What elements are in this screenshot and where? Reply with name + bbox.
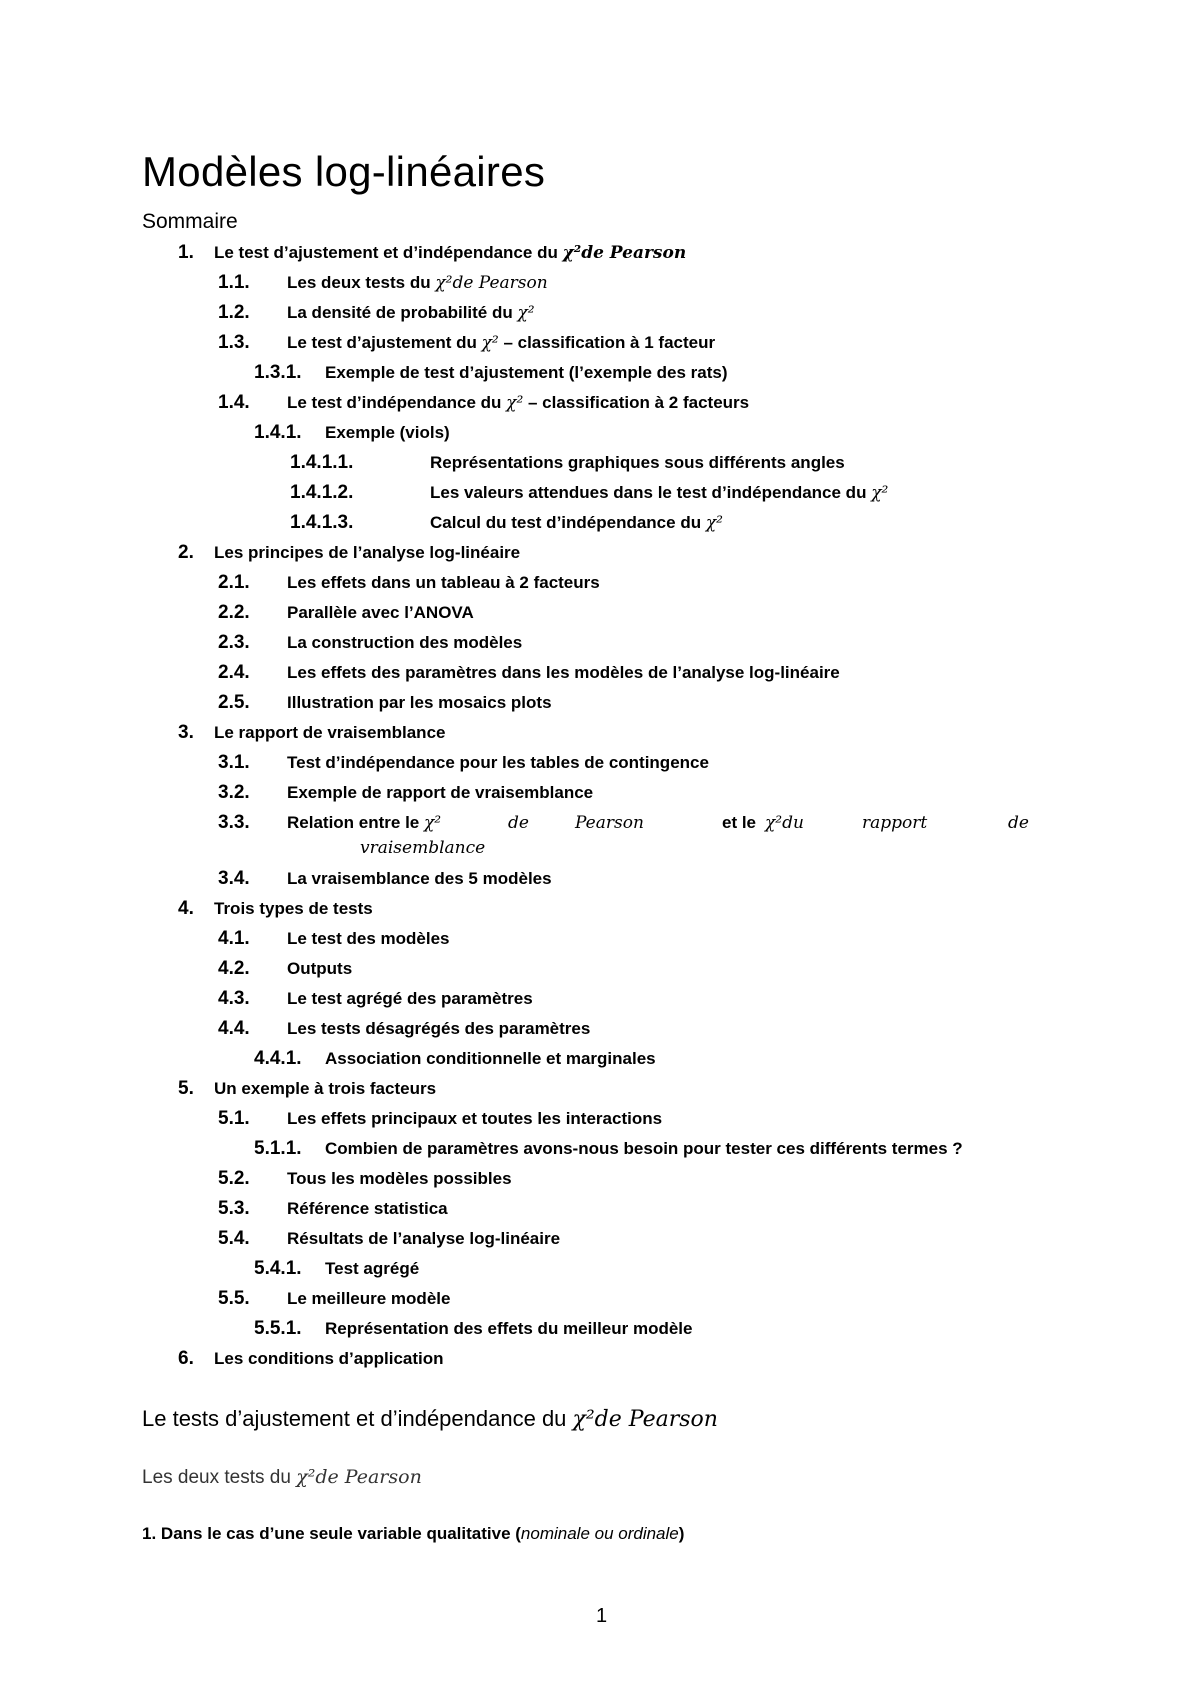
section-heading-text: Le tests d’ajustement et d’indépendance du: [142, 1406, 573, 1431]
toc-item-math: χ²de Pearson: [435, 273, 548, 293]
toc-item[interactable]: [218, 272, 548, 294]
toc-item-number: 1.3.: [218, 332, 250, 353]
toc-item-label: Le test des modèles: [287, 929, 450, 948]
toc-item-label: Référence statistica: [287, 1199, 448, 1218]
list-close: ): [678, 1524, 685, 1543]
toc-item[interactable]: [290, 512, 723, 534]
toc-item-number: 2.5.: [218, 692, 250, 713]
toc-item[interactable]: [178, 242, 687, 264]
toc-item-number: 5.5.1.: [254, 1318, 302, 1339]
toc-item[interactable]: [218, 868, 552, 890]
toc-item-label: Les effets des paramètres dans les modèles de l’analyse log-linéaire: [287, 663, 840, 682]
toc-item-math-part: Pearson: [575, 813, 644, 833]
toc-item-label: Illustration par les mosaics plots: [287, 693, 552, 712]
toc-item[interactable]: [254, 1048, 656, 1070]
toc-item-number: 5.1.: [218, 1108, 250, 1129]
toc-item-label: Les conditions d’application: [214, 1349, 444, 1368]
toc-item-number: 1.4.1.2.: [290, 482, 354, 503]
toc-item-math: χ²: [517, 303, 535, 323]
toc-item-number: 4.4.: [218, 1018, 250, 1039]
toc-item-number: 5.4.: [218, 1228, 250, 1249]
toc-item-number: 4.4.1.: [254, 1048, 302, 1069]
section-heading-math: χ²de Pearson: [572, 1407, 718, 1432]
toc-item-math: χ²: [871, 483, 889, 503]
toc-item-label: Représentation des effets du meilleur modèle: [325, 1319, 693, 1338]
toc-item-number: 1.4.: [218, 392, 250, 413]
toc-item-math: χ²: [423, 813, 442, 833]
toc-item-number: 6.: [178, 1348, 194, 1369]
toc-item[interactable]: [218, 1228, 561, 1250]
toc-item[interactable]: [178, 898, 373, 920]
toc-item[interactable]: [254, 1138, 963, 1160]
toc-item-number: 1.4.1.3.: [290, 512, 354, 533]
toc-item-label: Résultats de l’analyse log-linéaire: [287, 1229, 561, 1248]
toc-item-number: 2.4.: [218, 662, 250, 683]
toc-item[interactable]: [218, 1018, 591, 1040]
toc-item-label: Outputs: [287, 959, 353, 978]
toc-item[interactable]: [218, 332, 716, 354]
toc-item[interactable]: [254, 362, 728, 384]
toc-item-number: 3.3.: [218, 812, 250, 833]
toc-item-number: 5.3.: [218, 1198, 250, 1219]
toc-item[interactable]: [290, 482, 889, 504]
toc-item[interactable]: [218, 1288, 451, 1310]
numbered-list-item: [142, 1524, 684, 1544]
toc-item-number: 5.4.1.: [254, 1258, 302, 1279]
toc-item-number: 3.4.: [218, 868, 250, 889]
toc-item-number: 2.1.: [218, 572, 250, 593]
toc-item-label: Trois types de tests: [214, 899, 373, 918]
toc-item-number: 3.2.: [218, 782, 250, 803]
toc-item[interactable]: [218, 692, 552, 714]
toc-item[interactable]: [218, 988, 533, 1010]
toc-item[interactable]: [218, 812, 442, 834]
toc-item-label: Les effets principaux et toutes les interactions: [287, 1109, 663, 1128]
subsection-heading: [142, 1466, 422, 1489]
toc-item-label: Le test d’ajustement du: [287, 333, 482, 352]
toc-item-number: 5.: [178, 1078, 194, 1099]
list-number: 1.: [142, 1524, 157, 1543]
toc-item[interactable]: [218, 752, 709, 774]
toc-item-math: χ²: [481, 333, 499, 353]
toc-item-number: 4.3.: [218, 988, 250, 1009]
section-heading: [142, 1406, 718, 1432]
toc-item-label: Exemple (viols): [325, 423, 450, 442]
toc-item-number: 4.: [178, 898, 194, 919]
toc-item[interactable]: [218, 1198, 448, 1220]
toc-item-label: Les effets dans un tableau à 2 facteurs: [287, 573, 600, 592]
toc-item-label: Un exemple à trois facteurs: [214, 1079, 437, 1098]
toc-item-number: 1.3.1.: [254, 362, 302, 383]
toc-item-math-part: de: [1008, 813, 1029, 833]
toc-item-math: χ²de Pearson: [562, 243, 687, 263]
toc-item-number: 1.: [178, 242, 194, 263]
document-title: Modèles log-linéaires: [142, 148, 546, 195]
toc-item[interactable]: [218, 632, 523, 654]
page-number: 1: [596, 1605, 608, 1627]
toc-item-number: 3.1.: [218, 752, 250, 773]
toc-item-label: Association conditionnelle et marginales: [325, 1049, 656, 1068]
toc-item[interactable]: [178, 722, 446, 744]
toc-item-label: Les tests désagrégés des paramètres: [287, 1019, 591, 1038]
toc-item-number: 2.: [178, 542, 194, 563]
toc-item-math-part: χ²du: [765, 813, 804, 833]
toc-item-label: Représentations graphiques sous différents angles: [430, 453, 845, 472]
toc-item-label: Le test agrégé des paramètres: [287, 989, 533, 1008]
toc-item-math-part: rapport: [862, 813, 928, 833]
toc-item-label: Le meilleure modèle: [287, 1289, 451, 1308]
toc-item[interactable]: [178, 1348, 444, 1370]
toc-item-math-part: et le: [722, 813, 757, 832]
toc-item-label: Parallèle avec l’ANOVA: [287, 603, 474, 622]
toc-item[interactable]: [218, 928, 450, 950]
toc-item[interactable]: [178, 542, 521, 564]
toc-item-number: 1.4.1.: [254, 422, 302, 443]
toc-item-label: Le test d’ajustement et d’indépendance du: [214, 243, 563, 262]
toc-item-math: χ²: [705, 513, 723, 533]
toc-item-number: 1.1.: [218, 272, 250, 293]
toc-item-number: 4.1.: [218, 928, 250, 949]
toc-item-label: La vraisemblance des 5 modèles: [287, 869, 552, 888]
toc-item[interactable]: [218, 958, 353, 980]
toc-item-label: Exemple de test d’ajustement (l’exemple des rats): [325, 363, 728, 382]
toc-item[interactable]: [218, 1108, 663, 1130]
toc-item[interactable]: [254, 422, 450, 444]
toc-item[interactable]: [218, 782, 594, 804]
toc-item-number: 4.2.: [218, 958, 250, 979]
toc-item-math-part: de: [508, 813, 529, 833]
toc-item-label: Le rapport de vraisemblance: [214, 723, 446, 742]
toc-item-number: 1.2.: [218, 302, 250, 323]
toc-item-label: Les principes de l’analyse log-linéaire: [214, 543, 521, 562]
toc-item-number: 5.5.: [218, 1288, 250, 1309]
toc-item-label: Combien de paramètres avons-nous besoin pour tester ces différents termes ?: [325, 1139, 963, 1158]
toc-item[interactable]: [178, 1078, 437, 1100]
toc-item-label: La densité de probabilité du: [287, 303, 518, 322]
toc-item-label-suffix: – classification à 1 facteur: [498, 333, 716, 352]
toc-item[interactable]: [218, 572, 600, 594]
toc-item-label: Test agrégé: [325, 1259, 420, 1278]
toc-item-label: Les valeurs attendues dans le test d’indépendance du: [430, 483, 872, 502]
toc-item[interactable]: [218, 662, 840, 684]
list-text: Dans le cas d’une seule variable qualitative (: [160, 1524, 521, 1543]
toc-item-label: Calcul du test d’indépendance du: [430, 513, 706, 532]
subsection-heading-text: Les deux tests du: [142, 1467, 297, 1488]
toc-item[interactable]: [254, 1258, 420, 1280]
toc-item-math-part: vraisemblance: [360, 838, 486, 858]
toc-item-label: Tous les modèles possibles: [287, 1169, 512, 1188]
toc-item[interactable]: [254, 1318, 693, 1340]
toc-item[interactable]: [218, 1168, 512, 1190]
toc-heading: Sommaire: [142, 210, 238, 233]
toc-item-number: 5.2.: [218, 1168, 250, 1189]
toc-item-label: Le test d’indépendance du: [287, 393, 507, 412]
subsection-heading-math: χ²de Pearson: [296, 1466, 422, 1488]
toc-item[interactable]: [218, 602, 474, 624]
toc-item[interactable]: [218, 302, 535, 324]
toc-item[interactable]: [290, 452, 845, 474]
toc-item-number: 5.1.1.: [254, 1138, 302, 1159]
toc-item-number: 2.3.: [218, 632, 250, 653]
toc-item-number: 3.: [178, 722, 194, 743]
toc-item-label: Relation entre le: [287, 813, 424, 832]
toc-item-label-suffix: – classification à 2 facteurs: [523, 393, 750, 412]
toc-item-number: 1.4.1.1.: [290, 452, 354, 473]
list-emphasis: nominale ou ordinale: [520, 1524, 679, 1543]
toc-item-number: 2.2.: [218, 602, 250, 623]
toc-item-label: La construction des modèles: [287, 633, 523, 652]
toc-item-label: Test d’indépendance pour les tables de contingence: [287, 753, 709, 772]
toc-item-math: χ²: [506, 393, 524, 413]
toc-item-label: Exemple de rapport de vraisemblance: [287, 783, 594, 802]
toc-item-label: Les deux tests du: [287, 273, 436, 292]
toc-item[interactable]: [218, 392, 750, 414]
